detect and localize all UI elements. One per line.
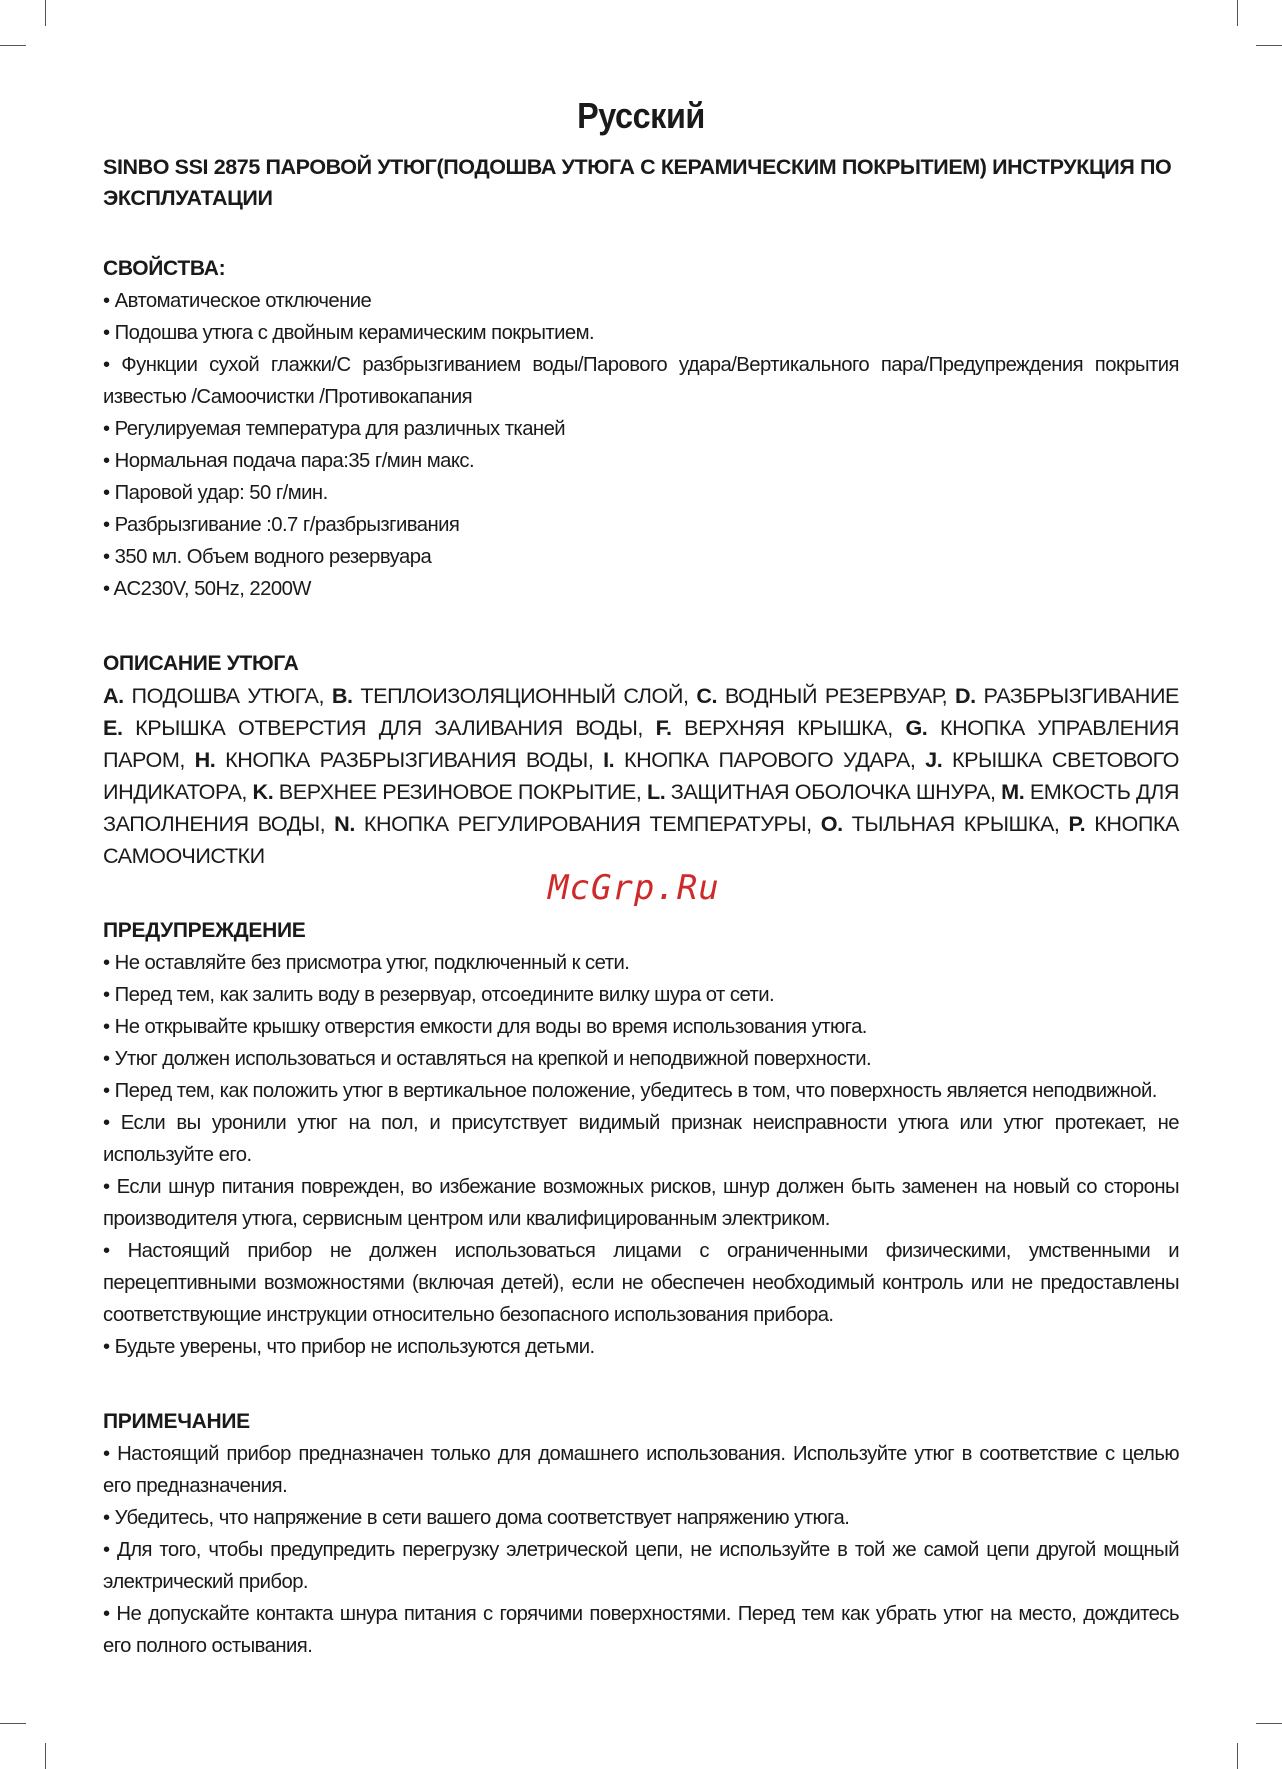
note-section	[103, 1407, 1179, 1662]
crop-mark	[45, 1743, 46, 1769]
properties-heading: СВОЙСТВА:	[103, 257, 226, 280]
part-label: КНОПКА САМООЧИСТКИ	[103, 811, 1179, 868]
crop-mark	[1256, 1723, 1282, 1724]
list-item: • Если шнур питания поврежден, во избежание возможных рисков, шнур должен быть заменен на новый со стороны производителя утюга, сервисным центром или квалифицированным электриком.	[103, 1176, 1179, 1230]
list-item: • Подошва утюга с двойным керамическим покрытием.	[103, 322, 595, 344]
list-item: • Функции сухой глажки/С разбрызгиванием воды/Парового удара/Вертикального пара/Предупреждения покрытия известью /Самоочистки /Противокапания	[103, 354, 1179, 408]
list-item: • AC230V, 50Hz, 2200W	[103, 578, 311, 600]
part-label: РАЗБРЫЗГИВАНИЕ	[975, 683, 1179, 708]
list-item: • Нормальная подача пара:35 г/мин макс.	[103, 450, 475, 472]
list-item: • Не открывайте крышку отверстия емкости для воды во время использования утюга.	[103, 1016, 867, 1038]
warning-section	[103, 916, 1179, 1363]
list-item: • Не оставляйте без присмотра утюг, подключенный к сети.	[103, 952, 630, 974]
list-item: • Если вы уронили утюг на пол, и присутствует видимый признак неисправности утюга или утюг протекает, не используйте его.	[103, 1112, 1179, 1166]
part-letter: J.	[925, 747, 943, 772]
properties-section	[103, 254, 1179, 605]
part-letter: C.	[696, 683, 718, 708]
list-item: • Перед тем, как положить утюг в вертикальное положение, убедитесь в том, что поверхность является неподвижной.	[103, 1080, 1157, 1102]
part-label: ТЕПЛОИЗОЛЯЦИОННЫЙ СЛОЙ,	[352, 683, 697, 708]
part-letter: O.	[820, 811, 843, 836]
list-item: • Для того, чтобы предупредить перегрузку элетрической цепи, не используйте в той же самой цепи другой мощный электрический прибор.	[103, 1539, 1179, 1593]
list-item: • Не допускайте контакта шнура питания с горячими поверхностями. Перед тем как убрать утюг на место, дождитесь его полного остывания.	[103, 1603, 1179, 1657]
part-label: КНОПКА ПАРОВОГО УДАРА,	[614, 747, 926, 772]
part-letter: N.	[334, 811, 355, 836]
list-item: • Настоящий прибор не должен использоваться лицами с ограниченными физическими, умственными и перецептивными возможностями (включая детей), если не обеспечен необходимый контроль или не предоставлены соответствующие инструкции относительно безопасного использования прибора.	[103, 1240, 1179, 1326]
part-letter: I.	[603, 747, 615, 772]
crop-mark	[45, 0, 46, 26]
list-item: • Перед тем, как залить воду в резервуар, отсоедините вилку шура от сети.	[103, 984, 775, 1006]
list-item: • Разбрызгивание :0.7 г/разбрызгивания	[103, 514, 460, 536]
part-label: КРЫШКА ОТВЕРСТИЯ ДЛЯ ЗАЛИВАНИЯ ВОДЫ,	[122, 715, 656, 740]
part-letter: M.	[1001, 779, 1025, 804]
part-label: ВОДНЫЙ РЕЗЕРВУАР,	[717, 683, 956, 708]
properties-list	[103, 285, 1179, 605]
warning-heading: ПРЕДУПРЕЖДЕНИЕ	[103, 919, 306, 942]
list-item: • Настоящий прибор предназначен только для домашнего использования. Используйте утюг в соответствие с целью его предназначения.	[103, 1443, 1179, 1497]
parts-description	[103, 680, 1179, 872]
note-list	[103, 1438, 1179, 1662]
list-item: • Утюг должен использоваться и оставляться на крепкой и неподвижной поверхности.	[103, 1048, 872, 1070]
warning-list	[103, 947, 1179, 1363]
part-label: ВЕРХНЕЕ РЕЗИНОВОЕ ПОКРЫТИЕ,	[273, 779, 647, 804]
note-heading: ПРИМЕЧАНИЕ	[103, 1410, 250, 1433]
crop-mark	[1237, 1743, 1238, 1769]
part-letter: E.	[103, 715, 123, 740]
crop-mark	[0, 45, 26, 46]
list-item: • Убедитесь, что напряжение в сети вашего дома соответствует напряжению утюга.	[103, 1507, 850, 1529]
part-letter: K.	[252, 779, 274, 804]
list-item: • Автоматическое отключение	[103, 290, 372, 312]
part-letter: D.	[955, 683, 976, 708]
list-item: • 350 мл. Объем водного резервуара	[103, 546, 432, 568]
part-letter: A.	[103, 683, 124, 708]
list-item: • Регулируемая температура для различных тканей	[103, 418, 566, 440]
list-item: • Будьте уверены, что прибор не используются детьми.	[103, 1336, 595, 1358]
language-title: Русский	[577, 95, 705, 136]
part-label: ЕМКОСТЬ ДЛЯ ЗАПОЛНЕНИЯ ВОДЫ,	[103, 779, 1180, 836]
part-label: ТЫЛЬНАЯ КРЫШКА,	[842, 811, 1069, 836]
part-label: ЗАЩИТНАЯ ОБОЛОЧКА ШНУРА,	[665, 779, 1002, 804]
description-heading: ОПИСАНИЕ УТЮГА	[103, 652, 299, 675]
document-title: SINBO SSI 2875 ПАРОВОЙ УТЮГ(ПОДОШВА УТЮГА С КЕРАМИЧЕСКИМ ПОКРЫТИЕМ) ИНСТРУКЦИЯ ПО ЭКСПЛУАТАЦИИ	[103, 155, 1172, 210]
description-section	[103, 649, 1179, 872]
part-label: КРЫШКА СВЕТОВОГО ИНДИКАТОРА,	[103, 747, 1179, 804]
part-letter: F.	[655, 715, 672, 740]
watermark: McGrp.Ru	[548, 868, 720, 908]
part-label: КНОПКА РАЗБРЫЗГИВАНИЯ ВОДЫ,	[215, 747, 604, 772]
part-label: КНОПКА УПРАВЛЕНИЯ ПАРОМ,	[103, 715, 1179, 772]
part-letter: G.	[905, 715, 928, 740]
part-label: ВЕРХНЯЯ КРЫШКА,	[671, 715, 906, 740]
crop-mark	[1237, 0, 1238, 26]
part-letter: L.	[646, 779, 666, 804]
part-label: ПОДОШВА УТЮГА,	[123, 683, 332, 708]
list-item: • Паровой удар: 50 г/мин.	[103, 482, 328, 504]
part-letter: H.	[194, 747, 216, 772]
part-letter: P.	[1068, 811, 1086, 836]
part-label: КНОПКА РЕГУЛИРОВАНИЯ ТЕМПЕРАТУРЫ,	[354, 811, 821, 836]
crop-mark	[0, 1723, 26, 1724]
part-letter: B.	[331, 683, 353, 708]
crop-mark	[1256, 45, 1282, 46]
